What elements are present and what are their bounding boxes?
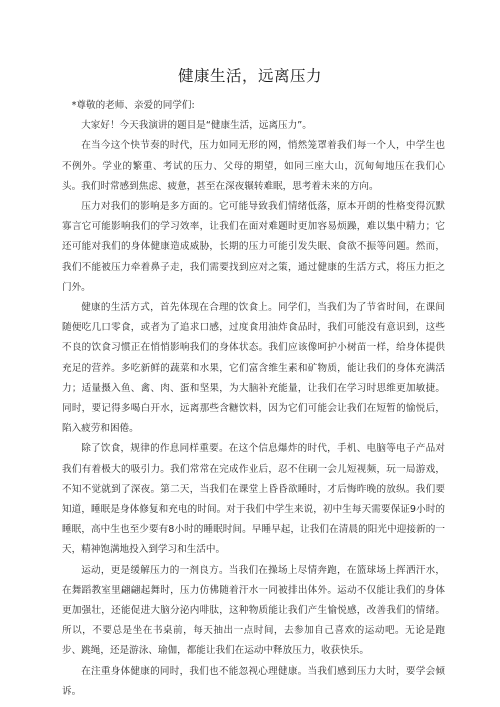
- paragraph-opening: 大家好！今天我演讲的题目是“健康生活，远离压力”。: [81, 120, 312, 132]
- paragraph-stress-impact: 压力对我们的影响是多方面的。它可能导致我们情绪低落，原本开朗的性格变得沉默寡言它可能影响我们的学习效率，让我们在面对难题时更加容易烦躁，难以集中精力；它还可能对我们的身体健康造成威胁，长期的压力可能引发失眠、食欲不振等问题。然而，我们不能被压力牵着鼻子走，我们需要找到应对之策，通过健康的生活方式，将压力拒之门外。: [62, 201, 445, 293]
- document-body: [62, 96, 445, 702]
- paragraph-sleep: 除了饮食，规律的作息同样重要。在这个信息爆炸的时代，手机、电脑等电子产品对我们有着极大的吸引力。我们常常在完成作业后，忍不住刷一会儿短视频，玩一局游戏，不知不觉就到了深夜。第二天，当我们在课堂上昏昏欲睡时，才后悔昨晚的放纵。我们要知道，睡眠是身体修复和充电的时间。对于我们中学生来说，初中生每天需要保证9小时的睡眠，高中生也至少要有8小时的睡眠时间。早睡早起，让我们在清晨的阳光中迎接新的一天，精神饱满地投入到学习和生活中。: [62, 443, 445, 556]
- paragraph-exercise: 运动，更是缓解压力的一剂良方。当我们在操场上尽情奔跑，在篮球场上挥洒汗水，在舞蹈教室里翩翩起舞时，压力仿佛随着汗水一同被排出体外。运动不仅能让我们的身体更加强壮，还能促进大脑分泌内啡肽，这种物质能让我们产生愉悦感，改善我们的情绪。所以，不要总是坐在书桌前，每天抽出一点时间，去参加自己喜欢的运动吧。无论是跑步、跳绳，还是游泳、瑜伽，都能让我们在运动中释放压力，收获快乐。: [62, 564, 445, 657]
- document-title: 健康生活，远离压力: [177, 67, 322, 85]
- paragraph-intro: 在当今这个快节奏的时代，压力如同无形的网，悄然笼罩着我们每一个人，中学生也不例外。学业的繁重、考试的压力、父母的期望，如同三座大山，沉甸甸地压在我们心头。我们时常感到焦虑、疲惫，甚至在深夜辗转难眠，思考着未来的方向。: [62, 140, 445, 192]
- paragraph-diet: 健康的生活方式，首先体现在合理的饮食上。同学们，当我们为了节省时间，在课间随便吃几口零食，或者为了追求口感，过度食用油炸食品时，我们可能没有意识到，这些不良的饮食习惯正在悄悄影响我们的身体状态。我们应该像呵护小树苗一样，给身体提供充足的营养。多吃新鲜的蔬菜和水果，它们富含维生素和矿物质，能让我们的身体充满活力；适量摄入鱼、禽、肉、蛋和坚果，为大脑补充能量，让我们在学习时思维更加敏捷。同时，要记得多喝白开水，远离那些含糖饮料，因为它们可能会让我们在短暂的愉悦后，陷入疲劳和困倦。: [62, 302, 445, 435]
- greeting-line: *尊敬的老师、亲爱的同学们:: [71, 100, 195, 111]
- paragraph-mental-health: 在注重身体健康的同时，我们也不能忽视心理健康。当我们感到压力大时，要学会倾诉。: [62, 665, 445, 697]
